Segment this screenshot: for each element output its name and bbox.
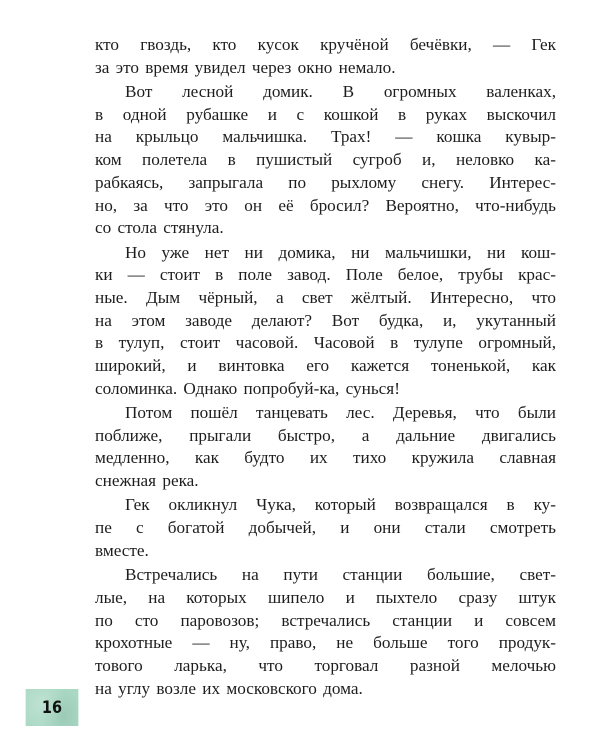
text-line: Но уже нет ни домика, ни мальчишки, ни кош- <box>125 242 556 262</box>
paragraph <box>95 34 556 79</box>
text-line: поближе, прыгали быстро, а дальние двигались <box>95 425 556 445</box>
text-line: крохотные — ну, право, не больше того продук- <box>95 633 556 653</box>
text-line: соломинка. Однако попробуй-ка, сунься! <box>95 378 400 398</box>
paragraph <box>95 81 556 240</box>
text-line: за это время увидел через окно немало. <box>95 57 396 77</box>
text-line: Встречались на пути станции большие, свет- <box>125 565 556 585</box>
page-body-text <box>95 34 556 702</box>
text-line: кто гвоздь, кто кусок кручёной бечёвки, — Гек <box>95 35 556 54</box>
paragraph <box>95 402 556 493</box>
text-line: Потом пошёл танцевать лес. Деревья, что были <box>125 403 556 423</box>
text-line: по сто паровозов; встречались станции и совсем <box>95 610 556 630</box>
page-number-badge: 16 <box>26 689 79 726</box>
text-line: на этом заводе делают? Вот будка, и, укутанный <box>95 310 556 330</box>
paragraph <box>95 564 556 700</box>
text-line: лые, на которых шипело и пыхтело сразу штук <box>95 587 556 607</box>
text-line: на углу возле их московского дома. <box>95 678 363 698</box>
text-line: вместе. <box>95 540 149 560</box>
text-line: тового ларька, что торговал разной мелочью <box>95 655 556 675</box>
text-line: снежная река. <box>95 471 199 491</box>
text-line: но, за что это он её бросил? Вероятно, что-нибудь <box>95 195 556 215</box>
text-line: пе с богатой добычей, и они стали смотреть <box>95 518 556 538</box>
text-line: со стола стянула. <box>95 218 224 238</box>
text-line: ки — стоит в поле завод. Поле белое, трубы крас- <box>95 265 556 285</box>
text-line: на крыльцо мальчишка. Трах! — кошка кувыр- <box>95 127 556 147</box>
text-line: ные. Дым чёрный, а свет жёлтый. Интересно, что <box>95 287 556 307</box>
text-line: ком полетела в пушистый сугроб и, неловко ка- <box>95 150 556 170</box>
text-line: Вот лесной домик. В огромных валенках, <box>125 82 556 101</box>
text-line: медленно, как будто их тихо кружила славная <box>95 448 556 468</box>
paragraph <box>95 242 556 401</box>
text-line: широкий, и винтовка его кажется тоненькой, как <box>95 356 556 376</box>
paragraph <box>95 494 556 562</box>
text-line: в одной рубашке и с кошкой в руках выскочил <box>95 104 556 124</box>
text-line: в тулуп, стоит часовой. Часовой в тулупе огромный, <box>95 333 556 353</box>
text-line: рабкаясь, запрыгала по рыхлому снегу. Интерес- <box>95 172 556 192</box>
text-line: Гек окликнул Чука, который возвращался в ку- <box>125 495 556 515</box>
